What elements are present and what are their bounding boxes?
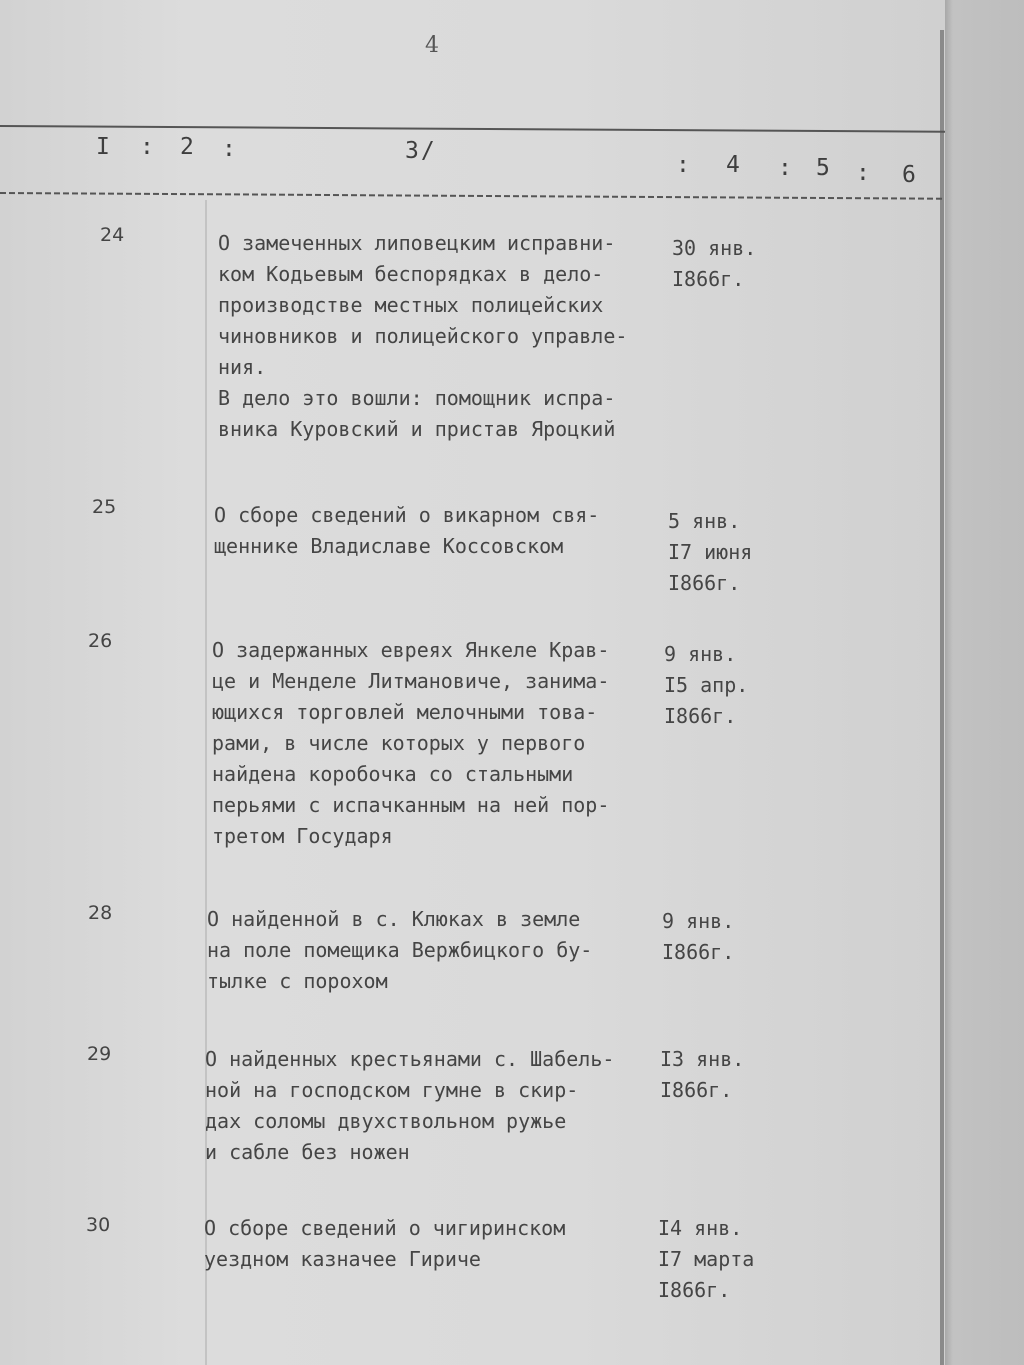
header-col4: 4 (726, 152, 742, 178)
header-col5: 5 (816, 155, 832, 181)
entry-date: 30 янв. I866г. (672, 236, 757, 291)
header-bottom-rule (0, 192, 945, 200)
entry-description: О замеченных липовецким исправни- ком Кодьевым беспорядках в дело- производстве местных полицейских чиновников и полицейского управле- ния. В дело это вошли: помощник испра- вника Куровский и пристав Яроцкий (218, 231, 628, 441)
header-sep-4: : (778, 155, 794, 181)
entry-date: I3 янв. I866г. (660, 1047, 745, 1102)
next-page-edge (945, 0, 1024, 1365)
column-divider (205, 200, 207, 1365)
header-col6: 6 (902, 162, 918, 188)
entry-date: I4 янв. I7 марта I866г. (658, 1216, 755, 1302)
entry-description: О найденной в с. Клюках в земле на поле помещика Вержбицкого бу- тылке с порохом (207, 907, 593, 993)
header-sep-2: : (222, 136, 238, 162)
page-edge-shadow (940, 30, 944, 1365)
entry-number: 26 (88, 630, 113, 652)
entry-number: 25 (92, 496, 117, 518)
entry-date: 5 янв. I7 июня I866г. (668, 509, 753, 595)
entry-date: 9 янв. I5 апр. I866г. (664, 642, 749, 728)
header-sep-5: : (856, 160, 872, 186)
header-sep-1: : (140, 134, 156, 160)
header-col3: 3/ (405, 138, 437, 164)
page-number: 4 (425, 33, 439, 58)
header-col2: 2 (180, 134, 196, 160)
entry-number: 28 (88, 902, 113, 924)
entry-description: О найденных крестьянами с. Шабель- ной на господском гумне в скир- дах соломы двухствольном ружье и сабле без ножен (205, 1047, 615, 1164)
header-top-rule (0, 125, 945, 133)
entry-number: 29 (87, 1043, 112, 1065)
header-sep-3: : (676, 152, 692, 178)
entry-description: О сборе сведений о чигиринском уездном казначее Гириче (204, 1216, 566, 1271)
entry-date: 9 янв. I866г. (662, 909, 735, 964)
entry-number: 24 (100, 224, 125, 246)
entry-description: О сборе сведений о викарном свя- щеннике Владиславе Коссовском (214, 503, 600, 558)
entry-number: 30 (86, 1214, 111, 1236)
entry-description: О задержанных евреях Янкеле Крав- це и Менделе Литмановиче, занима- ющихся торговлей мелочными това- рами, в числе которых у первого найдена коробочка со стальными перьями с испачканным на ней пор- третом Государя (212, 638, 610, 848)
header-col1: I (96, 134, 112, 160)
